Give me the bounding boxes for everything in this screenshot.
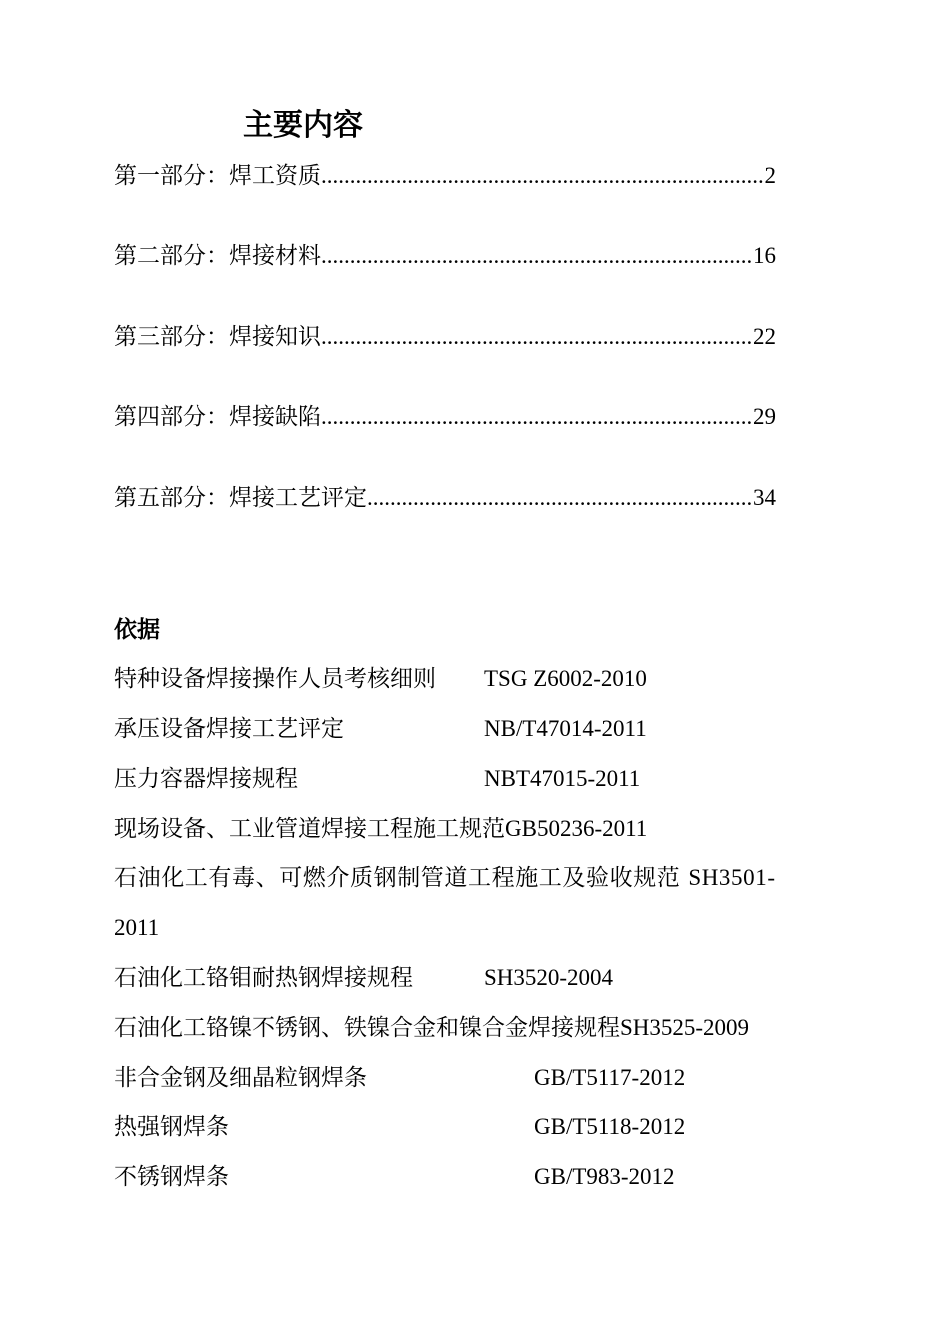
toc-entry-page: 22 [753,324,776,349]
list-item [114,1161,874,1193]
toc-entry-label: 第一部分：焊工资质 [114,163,321,189]
list-item [114,1012,749,1044]
standard-code: SH3501- [688,865,776,890]
toc-entry[interactable] [114,401,776,433]
standard-name: 压力容器焊接规程 [114,766,298,792]
list-item [114,713,874,745]
list-item [114,1111,874,1143]
standard-code: GB/T5117-2012 [534,1065,686,1090]
standard-code: NB/T47014-2011 [484,716,647,741]
toc-leader-dots [321,401,753,433]
toc-entry[interactable] [114,240,776,272]
toc-leader-dots [321,321,753,353]
standard-code: SH3520-2004 [484,965,614,990]
list-item [114,862,864,894]
standard-name: 石油化工有毒、可燃介质钢制管道工程施工及验收规范 [114,865,681,891]
toc-entry[interactable] [114,321,776,353]
toc-leader-dots [321,240,753,272]
toc-entry[interactable] [114,482,776,514]
standard-name: 非合金钢及细晶粒钢焊条 [114,1065,367,1091]
toc-leader-dots [367,482,753,514]
toc-entry-label: 第五部分：焊接工艺评定 [114,485,367,511]
list-item-continuation [114,912,159,944]
page-title: 主要内容 [243,108,363,143]
toc-entry-page: 29 [753,404,776,429]
toc-entry[interactable] [114,160,776,192]
toc-entry-label: 第四部分：焊接缺陷 [114,404,321,430]
standard-code: NBT47015-2011 [484,766,641,791]
standard-code-continuation: 2011 [114,915,160,940]
list-item [114,813,647,845]
standard-code: GB50236-2011 [505,816,648,841]
standard-name: 石油化工铬钼耐热钢焊接规程 [114,965,413,991]
standard-name: 石油化工铬镍不锈钢、铁镍合金和镍合金焊接规程 [114,1015,620,1041]
standard-name: 现场设备、工业管道焊接工程施工规范 [114,816,505,842]
standard-name: 特种设备焊接操作人员考核细则 [114,666,436,692]
basis-section-heading: 依据 [114,617,160,643]
toc-entry-page: 16 [753,243,776,268]
standard-name: 不锈钢焊条 [114,1164,229,1190]
list-item [114,962,874,994]
standard-code: TSG Z6002-2010 [484,666,647,691]
list-item [114,1062,874,1094]
standard-code: SH3525-2009 [620,1015,750,1040]
standard-name: 热强钢焊条 [114,1114,229,1140]
toc-entry-page: 2 [764,163,776,188]
toc-entry-page: 34 [753,485,776,510]
standard-code: GB/T5118-2012 [534,1114,686,1139]
toc-entry-label: 第二部分：焊接材料 [114,243,321,269]
toc-entry-label: 第三部分：焊接知识 [114,324,321,350]
toc-leader-dots [321,160,765,192]
standard-name: 承压设备焊接工艺评定 [114,716,344,742]
list-item [114,663,874,695]
standard-code: GB/T983-2012 [534,1164,675,1189]
list-item [114,763,874,795]
